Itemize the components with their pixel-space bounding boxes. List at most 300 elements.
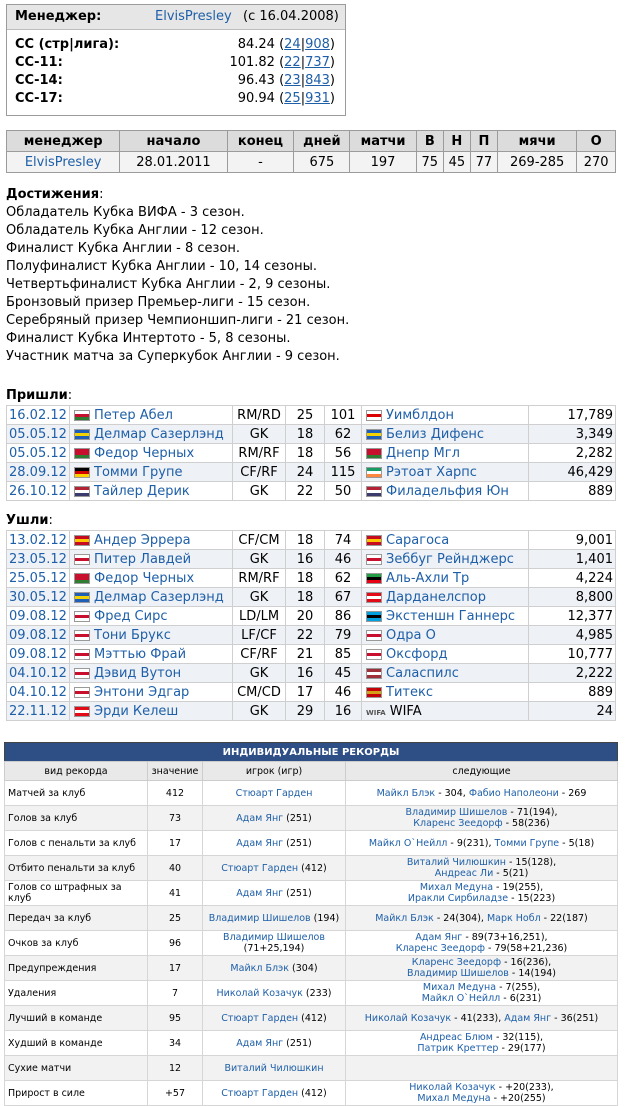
transfer-club-link[interactable]: Дарданелспор bbox=[386, 589, 486, 605]
record-type: Голов за клуб bbox=[5, 806, 148, 831]
transfer-date-link[interactable]: 25.05.12 bbox=[9, 570, 67, 586]
transfer-player-link[interactable]: Дэвид Вутон bbox=[94, 665, 182, 681]
rating-value: 96.43 (23|843) bbox=[237, 73, 335, 88]
player-nation-flag-icon bbox=[74, 448, 90, 459]
transfer-club-link[interactable]: Аль-Ахли Тр bbox=[386, 570, 470, 586]
career-header: начало bbox=[120, 131, 227, 152]
rating-rank-country-link[interactable]: 25 bbox=[284, 91, 301, 106]
transfer-position: CF/CM bbox=[233, 531, 286, 550]
transfer-player-link[interactable]: Федор Черных bbox=[94, 445, 195, 461]
record-player-games: (412) bbox=[298, 862, 327, 874]
transfer-club-cell bbox=[362, 626, 529, 645]
transfer-age: 17 bbox=[286, 683, 325, 702]
transfer-club-link[interactable]: Титекс bbox=[386, 684, 433, 700]
transfer-fee: 2,282 bbox=[529, 444, 616, 463]
transfer-rating: 115 bbox=[325, 463, 362, 482]
achievement-item: Полуфиналист Кубка Англии - 10, 14 сезоны. bbox=[6, 259, 318, 274]
record-next-cell bbox=[346, 956, 618, 981]
player-nation-flag-icon bbox=[74, 486, 90, 497]
record-player-games: (233) bbox=[302, 987, 332, 999]
club-nation-flag-icon bbox=[366, 573, 382, 584]
transfer-fee: 8,800 bbox=[529, 588, 616, 607]
player-nation-flag-icon bbox=[74, 668, 90, 679]
record-next-line bbox=[349, 818, 614, 829]
record-next-player-link[interactable]: Майкл О`Нейлл bbox=[421, 993, 501, 1004]
transfer-rating: 79 bbox=[325, 626, 362, 645]
record-next-stat: - 15(223) bbox=[508, 893, 556, 904]
player-nation-flag-icon bbox=[74, 592, 90, 603]
transfer-club-link[interactable]: Белиз Дифенс bbox=[386, 426, 485, 442]
transfer-date-link[interactable]: 09.08.12 bbox=[9, 608, 67, 624]
achievements-title: Достижения bbox=[6, 187, 100, 202]
transfer-club-cell bbox=[362, 702, 529, 721]
transfer-date-link[interactable]: 04.10.12 bbox=[9, 665, 67, 681]
record-player-link[interactable]: Виталий Чилюшкин bbox=[224, 1062, 324, 1074]
record-player-link[interactable]: Адам Янг bbox=[236, 812, 284, 824]
manager-label: Менеджер: bbox=[15, 9, 102, 24]
transfer-age: 18 bbox=[286, 588, 325, 607]
transfer-date-link[interactable]: 13.02.12 bbox=[9, 532, 67, 548]
record-next-player-link[interactable]: Томми Групе bbox=[494, 837, 560, 849]
record-next-stat: - 16(236), bbox=[501, 957, 552, 968]
record-player-games: (412) bbox=[298, 1087, 327, 1099]
club-nation-flag-icon bbox=[366, 410, 382, 421]
transfer-position: GK bbox=[233, 702, 286, 721]
transfer-fee: 10,777 bbox=[529, 645, 616, 664]
record-next-player-link[interactable]: Андреас Блюм bbox=[419, 1032, 493, 1043]
record-type: Худший в команде bbox=[5, 1031, 148, 1056]
transfer-player-cell bbox=[70, 645, 233, 664]
record-next-cell bbox=[346, 881, 618, 906]
transfer-fee: 1,401 bbox=[529, 550, 616, 569]
transfer-club-name: WIFA bbox=[389, 703, 422, 719]
record-player-games: (251) bbox=[283, 1037, 312, 1049]
transfer-date-cell bbox=[7, 607, 70, 626]
transfer-row bbox=[7, 406, 616, 425]
rating-value: 84.24 (24|908) bbox=[237, 37, 335, 52]
rating-score: 90.94 bbox=[237, 91, 275, 106]
record-next-player-link[interactable]: Адам Янг bbox=[504, 1012, 552, 1024]
departures-colon: : bbox=[48, 513, 53, 528]
manager-card-header bbox=[7, 5, 345, 30]
record-next-player-link[interactable]: Владимир Шишелов bbox=[405, 807, 508, 818]
club-nation-flag-icon bbox=[366, 486, 382, 497]
transfer-player-link[interactable]: Андер Эррера bbox=[94, 532, 191, 548]
record-next-player-link[interactable]: Фабио Наполеони bbox=[468, 787, 559, 799]
record-next-player-link[interactable]: Владимир Шишелов bbox=[406, 968, 509, 979]
transfer-club-link[interactable]: Филадельфия Юн bbox=[386, 483, 509, 499]
transfer-date-link[interactable]: 09.08.12 bbox=[9, 627, 67, 643]
career-header: П bbox=[470, 131, 497, 152]
transfer-player-link[interactable]: Томми Групе bbox=[94, 464, 183, 480]
player-nation-flag-icon bbox=[74, 467, 90, 478]
transfer-player-link[interactable]: Мэттью Фрай bbox=[94, 646, 187, 662]
transfer-player-link[interactable]: Петер Абел bbox=[94, 407, 173, 423]
record-next-player-link[interactable]: Патрик Креттер bbox=[417, 1043, 499, 1054]
career-cell bbox=[7, 152, 120, 173]
player-nation-flag-icon bbox=[74, 535, 90, 546]
transfer-row bbox=[7, 531, 616, 550]
record-player-games: (412) bbox=[298, 1012, 327, 1024]
transfer-player-cell bbox=[70, 588, 233, 607]
rating-row bbox=[15, 91, 335, 109]
record-next-player-link[interactable]: Адам Янг bbox=[415, 932, 463, 943]
record-next-line bbox=[349, 943, 614, 954]
club-nation-flag-icon bbox=[366, 448, 382, 459]
career-cell: - bbox=[227, 152, 294, 173]
record-next-player-link[interactable]: Николай Козачук bbox=[364, 1012, 452, 1024]
transfer-club-link[interactable]: Днепр Мгл bbox=[386, 445, 460, 461]
career-cell: 270 bbox=[577, 152, 616, 173]
transfer-player-link[interactable]: Делмар Сазерлэнд bbox=[94, 589, 224, 605]
transfer-club-cell bbox=[362, 588, 529, 607]
club-nation-flag-icon bbox=[366, 554, 382, 565]
transfer-club-link[interactable]: Уимблдон bbox=[386, 407, 454, 423]
achievement-item: Участник матча за Суперкубок Англии - 9 сезон. bbox=[6, 349, 340, 364]
record-next-line bbox=[349, 1082, 614, 1093]
transfer-fee: 4,224 bbox=[529, 569, 616, 588]
transfer-position: GK bbox=[233, 425, 286, 444]
record-row bbox=[5, 881, 618, 906]
transfer-club-link[interactable]: Экстеншн Ганнерс bbox=[386, 608, 515, 624]
transfer-rating: 86 bbox=[325, 607, 362, 626]
club-nation-flag-icon bbox=[366, 535, 382, 546]
record-next-stat: - 89(73+16,251), bbox=[462, 932, 548, 943]
record-type: Голов со штрафных за клуб bbox=[5, 881, 148, 906]
record-value: 17 bbox=[148, 831, 203, 856]
transfer-club-link[interactable]: Оксфорд bbox=[386, 646, 448, 662]
transfer-club-cell bbox=[362, 531, 529, 550]
record-row bbox=[5, 1056, 618, 1081]
record-next-cell bbox=[346, 981, 618, 1006]
transfer-fee: 12,377 bbox=[529, 607, 616, 626]
transfer-date-link[interactable]: 28.09.12 bbox=[9, 464, 67, 480]
transfer-player-link[interactable]: Делмар Сазерлэнд bbox=[94, 426, 224, 442]
player-nation-flag-icon bbox=[74, 410, 90, 421]
record-next-line bbox=[349, 1032, 614, 1043]
record-type: Матчей за клуб bbox=[5, 781, 148, 806]
record-row bbox=[5, 1006, 618, 1031]
record-player-link[interactable]: Владимир Шишелов bbox=[208, 912, 311, 924]
arrivals-heading bbox=[6, 387, 72, 405]
record-type: Прирост в силе bbox=[5, 1081, 148, 1106]
record-next-stat: - 58(236) bbox=[502, 818, 550, 829]
record-type: Передач за клуб bbox=[5, 906, 148, 931]
transfer-club-cell bbox=[362, 406, 529, 425]
transfer-club-link[interactable]: Зеббуг Рейнджерс bbox=[386, 551, 514, 567]
rating-rank-country-link[interactable]: 24 bbox=[284, 37, 301, 52]
rating-rank-league-link[interactable]: 931 bbox=[305, 91, 330, 106]
transfer-row bbox=[7, 569, 616, 588]
transfer-position: GK bbox=[233, 550, 286, 569]
departures-title: Ушли bbox=[6, 513, 49, 528]
transfer-player-cell bbox=[70, 406, 233, 425]
record-next-player-link[interactable]: Михал Медуна bbox=[422, 982, 497, 993]
player-nation-flag-icon bbox=[74, 649, 90, 660]
club-nation-flag-icon bbox=[366, 630, 382, 641]
manager-since: (с 16.04.2008) bbox=[243, 9, 339, 24]
record-next-line bbox=[349, 913, 614, 924]
career-header: О bbox=[577, 131, 616, 152]
transfer-row bbox=[7, 482, 616, 501]
record-next-line bbox=[349, 882, 614, 893]
transfer-player-cell bbox=[70, 702, 233, 721]
record-player-cell bbox=[203, 1031, 346, 1056]
record-player-link[interactable]: Майкл Блэк bbox=[230, 962, 289, 974]
record-next-stat: - 5(21) bbox=[493, 868, 529, 879]
record-next-stat: - +20(255) bbox=[490, 1093, 546, 1104]
record-value: 12 bbox=[148, 1056, 203, 1081]
record-player-cell bbox=[203, 1006, 346, 1031]
transfer-fee: 4,985 bbox=[529, 626, 616, 645]
transfer-fee: 46,429 bbox=[529, 463, 616, 482]
transfer-rating: 67 bbox=[325, 588, 362, 607]
transfer-date-cell bbox=[7, 531, 70, 550]
player-nation-flag-icon bbox=[74, 554, 90, 565]
transfer-row bbox=[7, 425, 616, 444]
transfer-player-link[interactable]: Эрди Келеш bbox=[94, 703, 179, 719]
record-row bbox=[5, 906, 618, 931]
rating-label: СС-17: bbox=[15, 91, 63, 106]
transfer-rating: 46 bbox=[325, 683, 362, 702]
rating-rank-country-link[interactable]: 22 bbox=[284, 55, 301, 70]
record-row bbox=[5, 831, 618, 856]
record-value: +57 bbox=[148, 1081, 203, 1106]
club-nation-flag-icon bbox=[366, 592, 382, 603]
career-cell: 75 bbox=[416, 152, 443, 173]
transfer-player-cell bbox=[70, 531, 233, 550]
career-header: конец bbox=[227, 131, 294, 152]
records-header: вид рекорда bbox=[5, 762, 148, 781]
rating-value: 101.82 (22|737) bbox=[229, 55, 335, 70]
record-player-link[interactable]: Стюарт Гарден bbox=[221, 1087, 299, 1099]
transfer-club-cell bbox=[362, 482, 529, 501]
transfer-age: 25 bbox=[286, 406, 325, 425]
transfer-club-link[interactable]: Сарагоса bbox=[386, 532, 450, 548]
transfer-age: 18 bbox=[286, 569, 325, 588]
record-next-player-link[interactable]: Иракли Сирбиладзе bbox=[407, 893, 509, 904]
transfer-date-cell bbox=[7, 463, 70, 482]
transfer-player-link[interactable]: Тони Брукс bbox=[94, 627, 171, 643]
record-next-player-link[interactable]: Михал Медуна bbox=[417, 1093, 491, 1104]
transfer-date-cell bbox=[7, 664, 70, 683]
transfer-club-link[interactable]: Рэтоат Харпс bbox=[386, 464, 477, 480]
transfer-fee: 17,789 bbox=[529, 406, 616, 425]
record-row bbox=[5, 931, 618, 956]
record-next-line bbox=[349, 993, 614, 1004]
record-player-cell bbox=[203, 856, 346, 881]
career-manager-link[interactable]: ElvisPresley bbox=[24, 154, 102, 170]
record-type: Очков за клуб bbox=[5, 931, 148, 956]
record-next-cell bbox=[346, 906, 618, 931]
transfer-position: CF/RF bbox=[233, 645, 286, 664]
club-nation-flag-icon bbox=[366, 611, 382, 622]
manager-name-link[interactable]: ElvisPresley bbox=[155, 9, 232, 24]
transfer-date-link[interactable]: 05.05.12 bbox=[9, 445, 67, 461]
transfer-club-link[interactable]: Одра О bbox=[386, 627, 436, 643]
record-type: Лучший в команде bbox=[5, 1006, 148, 1031]
record-next-cell bbox=[346, 856, 618, 881]
record-next-cell bbox=[346, 931, 618, 956]
record-player-link[interactable]: Стюарт Гарден bbox=[235, 787, 313, 799]
transfer-rating: 56 bbox=[325, 444, 362, 463]
record-next-player-link[interactable]: Михал Медуна bbox=[419, 882, 494, 893]
rating-rank-league-link[interactable]: 908 bbox=[305, 37, 330, 52]
record-next-player-link[interactable]: Майкл Блэк bbox=[376, 787, 436, 799]
manager-card bbox=[6, 4, 346, 116]
rating-row bbox=[15, 73, 335, 91]
record-player-cell bbox=[203, 1081, 346, 1106]
transfer-position: CF/RF bbox=[233, 463, 286, 482]
transfer-rating: 16 bbox=[325, 702, 362, 721]
record-next-player-link[interactable]: Марк Нобл bbox=[486, 912, 541, 924]
record-next-player-link[interactable]: Николай Козачук bbox=[409, 1082, 496, 1093]
record-next-stat: - 304, bbox=[435, 787, 469, 799]
record-player-cell bbox=[203, 831, 346, 856]
transfer-player-link[interactable]: Фред Сирс bbox=[94, 608, 168, 624]
transfer-date-link[interactable]: 30.05.12 bbox=[9, 589, 67, 605]
record-next-line bbox=[349, 807, 614, 818]
transfer-player-cell bbox=[70, 444, 233, 463]
record-next-stat: - 269 bbox=[558, 787, 587, 799]
record-player-link[interactable]: Адам Янг bbox=[236, 837, 284, 849]
transfer-player-cell bbox=[70, 626, 233, 645]
record-value: 7 bbox=[148, 981, 203, 1006]
rating-score: 96.43 bbox=[237, 73, 275, 88]
transfer-date-link[interactable]: 22.11.12 bbox=[9, 703, 67, 719]
transfer-player-link[interactable]: Питер Лавдей bbox=[94, 551, 192, 567]
transfer-age: 18 bbox=[286, 425, 325, 444]
record-next-stat: - 24(304), bbox=[433, 912, 487, 924]
record-player-link[interactable]: Владимир Шишелов bbox=[223, 932, 325, 943]
record-next-player-link[interactable]: Кларенс Зеедорф bbox=[411, 957, 502, 968]
transfer-date-link[interactable]: 16.02.12 bbox=[9, 407, 67, 423]
record-player-cell bbox=[203, 956, 346, 981]
transfer-fee: 2,222 bbox=[529, 664, 616, 683]
record-next-line bbox=[349, 932, 614, 943]
record-next-stat: - 7(255), bbox=[496, 982, 541, 993]
transfer-player-cell bbox=[70, 482, 233, 501]
transfer-player-cell bbox=[70, 664, 233, 683]
transfer-rating: 50 bbox=[325, 482, 362, 501]
transfer-player-link[interactable]: Тайлер Дерик bbox=[94, 483, 190, 499]
transfer-position: RM/RF bbox=[233, 444, 286, 463]
record-player-link[interactable]: Стюарт Гарден bbox=[221, 862, 299, 874]
transfer-fee: 889 bbox=[529, 482, 616, 501]
record-next-line bbox=[349, 982, 614, 993]
club-nation-flag-icon bbox=[366, 467, 382, 478]
transfer-position: CM/CD bbox=[233, 683, 286, 702]
record-next-cell bbox=[346, 781, 618, 806]
record-player-games: (251) bbox=[283, 837, 312, 849]
transfer-date-link[interactable]: 09.08.12 bbox=[9, 646, 67, 662]
rating-label: СС (стр|лига): bbox=[15, 37, 120, 52]
transfer-rating: 62 bbox=[325, 425, 362, 444]
record-player-cell bbox=[203, 781, 346, 806]
transfer-date-cell bbox=[7, 702, 70, 721]
record-next-stat: - 32(115), bbox=[492, 1032, 544, 1043]
player-nation-flag-icon bbox=[74, 611, 90, 622]
record-next-stat: - 9(231), bbox=[447, 837, 495, 849]
career-cell: 675 bbox=[294, 152, 350, 173]
player-nation-flag-icon bbox=[74, 687, 90, 698]
record-next-player-link[interactable]: Андреас Ли bbox=[434, 868, 494, 879]
transfer-date-link[interactable]: 05.05.12 bbox=[9, 426, 67, 442]
record-next-player-link[interactable]: Виталий Чилюшкин bbox=[406, 857, 506, 868]
record-next-cell bbox=[346, 1081, 618, 1106]
club-nation-flag-icon bbox=[366, 649, 382, 660]
record-row bbox=[5, 956, 618, 981]
transfer-date-cell bbox=[7, 645, 70, 664]
achievement-item: Обладатель Кубка ВИФА - 3 сезон. bbox=[6, 205, 245, 220]
record-next-stat: - 15(128), bbox=[505, 857, 557, 868]
rating-score: 84.24 bbox=[237, 37, 275, 52]
transfer-player-cell bbox=[70, 425, 233, 444]
transfer-rating: 101 bbox=[325, 406, 362, 425]
rating-label: СС-14: bbox=[15, 73, 63, 88]
transfer-player-link[interactable]: Энтони Эдгар bbox=[94, 684, 190, 700]
rating-rank-league-link[interactable]: 737 bbox=[305, 55, 330, 70]
transfer-age: 20 bbox=[286, 607, 325, 626]
transfer-date-link[interactable]: 23.05.12 bbox=[9, 551, 67, 567]
transfer-club-cell bbox=[362, 463, 529, 482]
record-player-games: (251) bbox=[283, 812, 312, 824]
transfer-club-cell bbox=[362, 425, 529, 444]
transfer-date-cell bbox=[7, 406, 70, 425]
record-player-link[interactable]: Адам Янг bbox=[236, 1037, 284, 1049]
career-header: матчи bbox=[350, 131, 416, 152]
transfer-club-link[interactable]: Саласпилс bbox=[386, 665, 459, 681]
record-player-link[interactable]: Николай Козачук bbox=[216, 987, 303, 999]
transfer-club-cell bbox=[362, 569, 529, 588]
records-header: значение bbox=[148, 762, 203, 781]
record-next-stat: - 19(255), bbox=[493, 882, 544, 893]
transfer-row bbox=[7, 645, 616, 664]
transfer-fee: 9,001 bbox=[529, 531, 616, 550]
transfer-age: 22 bbox=[286, 482, 325, 501]
record-value: 41 bbox=[148, 881, 203, 906]
record-player-games: (194) bbox=[310, 912, 340, 924]
transfer-age: 22 bbox=[286, 626, 325, 645]
record-next-player-link[interactable]: Кларенс Зеедорф bbox=[413, 818, 503, 829]
record-next-player-link[interactable]: Майкл Блэк bbox=[375, 912, 434, 924]
achievement-item: Бронзовый призер Премьер-лиги - 15 сезон. bbox=[6, 295, 311, 310]
transfer-fee: 889 bbox=[529, 683, 616, 702]
career-header: Н bbox=[443, 131, 470, 152]
transfer-position: GK bbox=[233, 588, 286, 607]
transfer-date-cell bbox=[7, 588, 70, 607]
record-player-link[interactable]: Адам Янг bbox=[236, 887, 284, 899]
record-row bbox=[5, 1031, 618, 1056]
rating-rank-country-link[interactable]: 23 bbox=[284, 73, 301, 88]
transfer-position: LD/LM bbox=[233, 607, 286, 626]
rating-rank-league-link[interactable]: 843 bbox=[305, 73, 330, 88]
transfer-row bbox=[7, 702, 616, 721]
record-player-cell bbox=[203, 806, 346, 831]
record-next-stat: - 36(251) bbox=[551, 1012, 599, 1024]
transfer-date-link[interactable]: 04.10.12 bbox=[9, 684, 67, 700]
record-player-games: (71+25,194) bbox=[243, 943, 305, 954]
transfer-date-link[interactable]: 26.10.12 bbox=[9, 483, 67, 499]
record-next-player-link[interactable]: Майкл О`Нейлл bbox=[368, 837, 448, 849]
transfer-row bbox=[7, 664, 616, 683]
record-next-player-link[interactable]: Кларенс Зеедорф bbox=[395, 943, 485, 954]
transfer-club-cell bbox=[362, 444, 529, 463]
record-player-link[interactable]: Стюарт Гарден bbox=[221, 1012, 299, 1024]
transfer-player-link[interactable]: Федор Черных bbox=[94, 570, 195, 586]
arrivals-colon: : bbox=[67, 388, 73, 403]
career-header: В bbox=[416, 131, 443, 152]
